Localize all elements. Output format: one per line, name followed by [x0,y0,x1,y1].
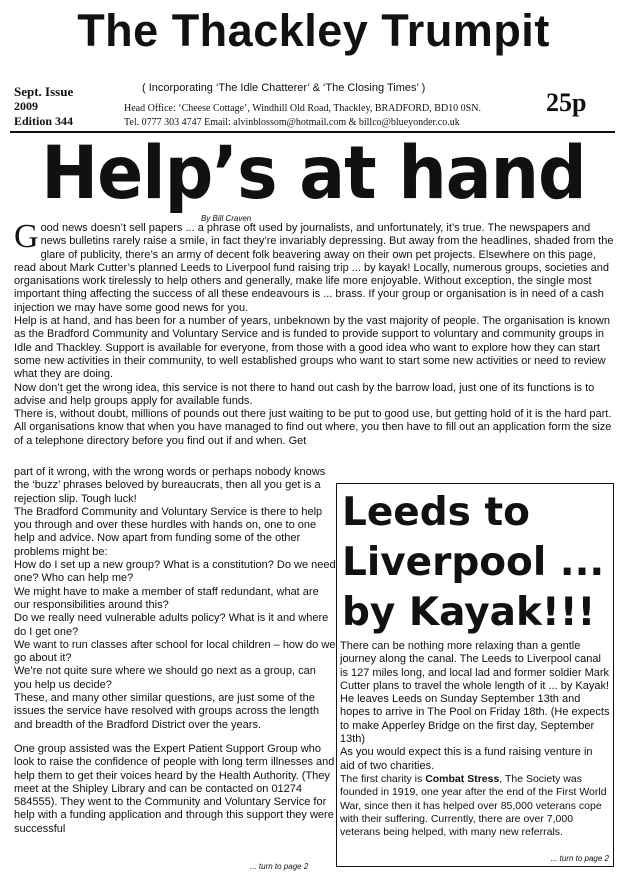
sidebar-story-box [336,483,614,867]
paragraph: As you would expect this is a fund raising venture in aid of two charities. [340,746,593,772]
paragraph: There is, without doubt, millions of pounds out there just waiting to be put to good use, but getting hold of it is the hard part. All organisations know that when you have managed to find out where, you then have to fill out an application form the size of a telephone directory before you find out if and when. Get [14,408,612,447]
issue-info [14,84,73,129]
sidebar-headline-line: Leeds to [342,490,530,535]
incorporating-line: ( Incorporating ‘The Idle Chatterer’ & ‘The Closing Times’ ) [142,82,426,94]
paragraph: Help is at hand, and has been for a number of years, unbeknown by the vast majority of people. The organisation is known as the Bradford Community and Voluntary Service and is funded to provide support to voluntary and community groups in Idle and Thackley. Support is available for everyone, from those with a good idea who want to explore how they can start some new activities in their community, to well established groups who want to start some new activities or need to review what they are doing. [14,315,610,381]
main-headline: Help’s at hand [41,130,586,217]
contact-line: Tel. 0777 303 4747 Email: alvinblossom@hotmail.com & billco@blueyonder.co.uk [124,117,460,128]
head-office-address: Head Office: ‘Cheese Cottage’, Windhill Old Road, Thackley, BRADFORD, BD10 0SN. [124,103,481,114]
paragraph: The Bradford Community and Voluntary Service is there to help you through and over these hurdles with hands on, one to one help and advice. Now apart from funding some of the other problems might be: [14,505,323,558]
price-label: 25p [546,88,587,117]
drop-cap: G [14,218,39,255]
office-info [124,102,481,130]
sidebar-headline-line: Liverpool ... [342,540,605,585]
paragraph: We might have to make a member of staff redundant, what are our responsibilities around this? [14,585,319,611]
paragraph: Good news doesn’t sell papers ... a phrase oft used by journalists, and unfortunately, it’s true. The newspapers and news bulletins rarely raise a smile, in fact they’re invariably depressing. But away from the headlines, shaded from the glare of publicity, there’s an army of decent folk beavering away on their own pet projects. Elsewhere on this page, read about Mark Cutter’s planned Leeds to Liverpool fund raising trip ... by kayak! Locally, numerous groups, societies and organisations work tirelessly to help others and generally, make life more enjoyable. Without exception, the single most important thing affecting the success of all these endeavours is ... brass. If your group or organisation is in need of a cash injection we may have some good news for you. [14,218,614,314]
turn-page-link[interactable]: ... turn to page 2 [550,854,609,863]
sidebar-headline-line: by Kayak!!! [342,590,596,635]
paragraph: We want to run classes after school for local children – how do we go about it? [14,638,336,665]
byline: By Bill Craven [201,214,252,223]
turn-page-link[interactable]: ... turn to page 2 [250,862,309,871]
paragraph: Now don’t get the wrong idea, this service is not there to hand out cash by the barrow load, just one of its functions is to advise and help groups apply for available funds. [14,381,595,407]
sidebar-headline [342,488,612,638]
paragraph: One group assisted was the Expert Patient Support Group who look to raise the confidence of people with long term illnesses and help them to get their voices heard by the Health Authority. (They meet at the Shipley Library and can be contacted on 01274 584555). They went to the Community and Voluntary Service for help with a funding application and through this support they were successful [14,742,335,835]
paragraph: Do we really need vulnerable adults policy? What is it and where do I get one? [14,612,329,638]
issue-edition: Edition 344 [14,114,74,128]
paragraph: We’re not quite sure where we should go next as a group, can you help us decide? [14,665,316,691]
charity-name: Combat Stress [425,772,500,785]
main-story-left-column [14,466,336,836]
issue-year: 2009 [14,99,38,113]
sidebar-body [340,640,610,839]
paragraph-gap [14,732,336,743]
issue-month: Sept. Issue [14,84,74,99]
paragraph: These, and many other similar questions, are just some of the issues the service have resolved with groups across the length and breadth of the Bradford District over the years. [14,692,320,731]
paragraph: How do I set up a new group? What is a constitution? Do we need one? Who can help me? [14,559,336,585]
paragraph: part of it wrong, with the wrong words or perhaps nobody knows the ‘buzz’ phrases beloved by bureaucrats, then all you get is a rejection slip. Tough luck! [14,466,326,505]
paragraph: The first charity is Combat Stress, The Society was founded in 1919, one year after the end of the First World War, since then it has helped over 85,000 veterans cope with their suffering. Currently, there are over 7,000 veterans being helped, with many new referrals. [340,772,607,839]
newspaper-title: The Thackley Trumpit [77,5,550,56]
paragraph: There can be nothing more relaxing than a gentle journey along the canal. The Leeds to Liverpool canal is 127 miles long, and local lad and former soldier Mark Cutter plans to travel the whole length of it ... by Kayak! [340,640,610,692]
paragraph: He leaves Leeds on Sunday September 13th and hopes to arrive in The Pool on Friday 18th. (He expects to make Apperley Bridge on the first day, September 13th) [340,693,610,746]
